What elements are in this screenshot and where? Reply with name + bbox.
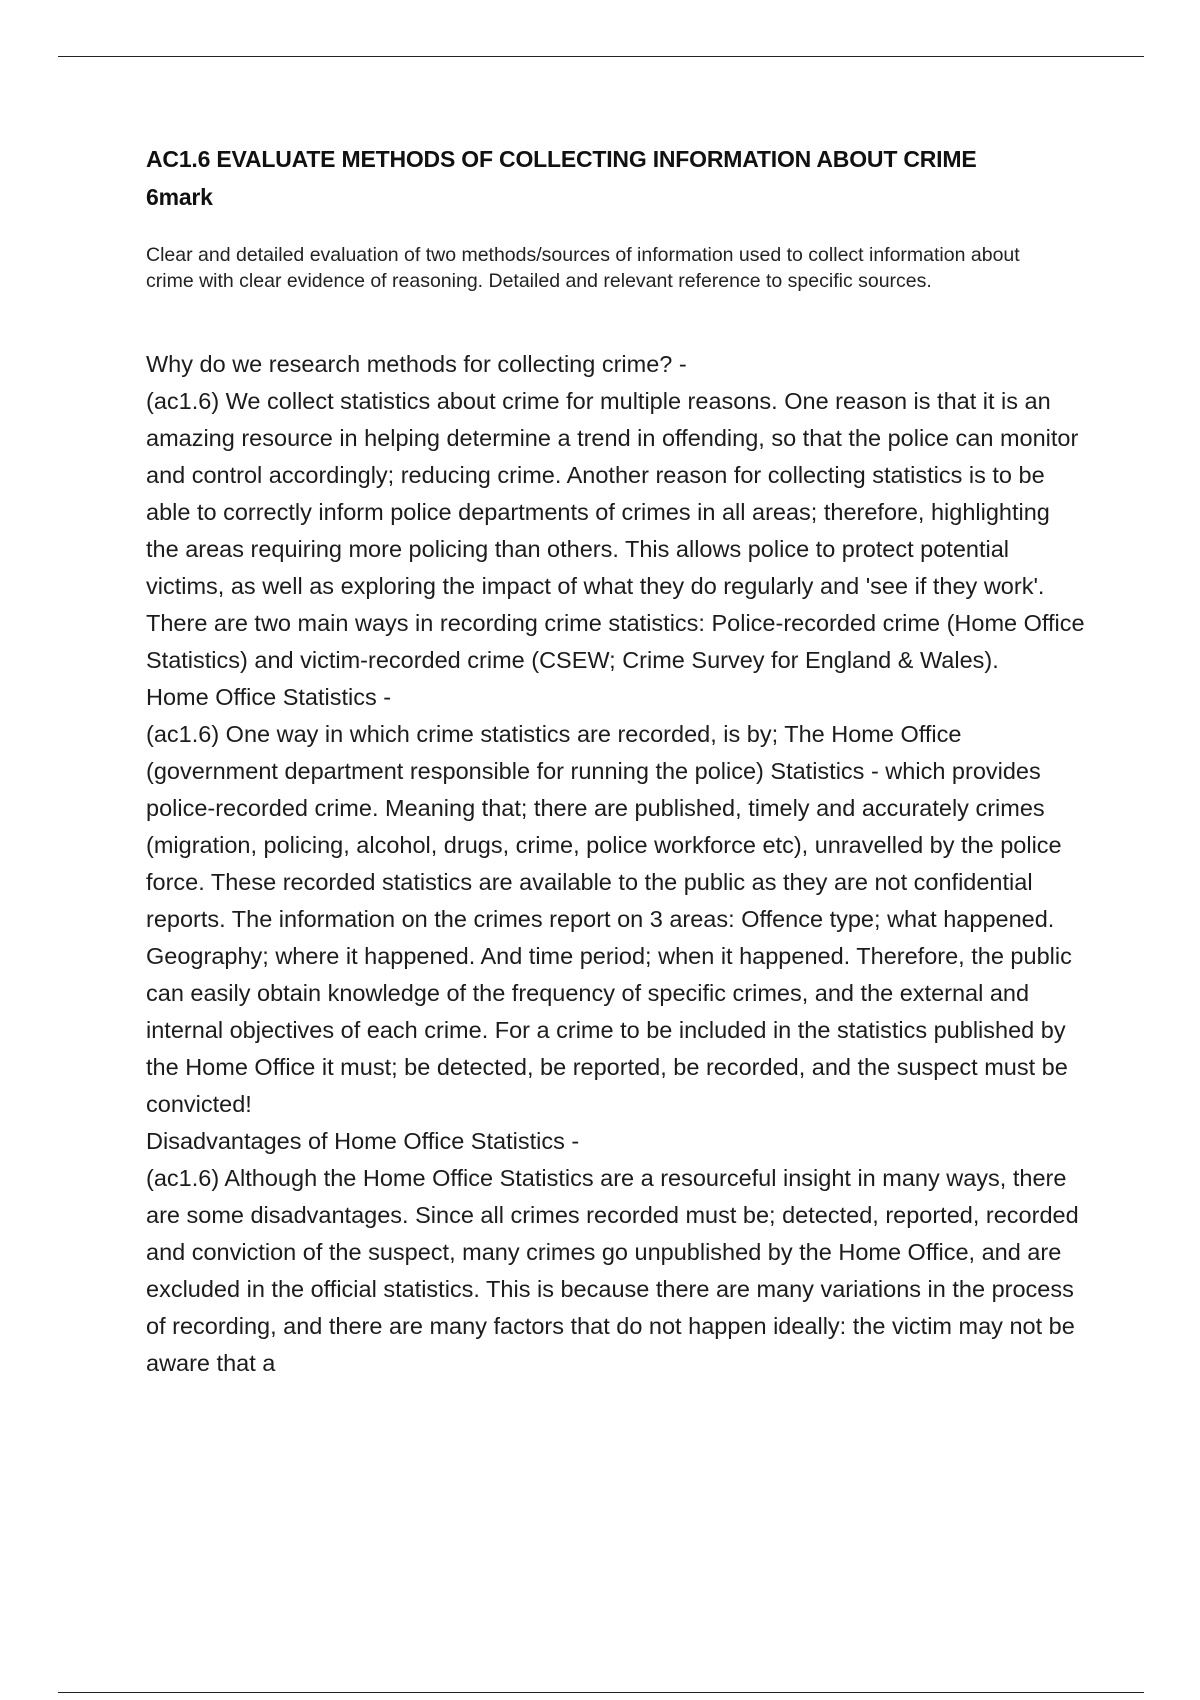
title-line-2: 6mark: [146, 184, 213, 210]
top-rule: [58, 56, 1144, 57]
document-title: [146, 140, 1086, 216]
section-paragraph-home-office: (ac1.6) One way in which crime statistics are recorded, is by; The Home Office (government department responsible for running the police) Statistics - which provides police-recorded crime. Meaning that; there are published, timely and accurately crimes (migration, policing, alcohol, drugs, crime, police workforce etc), unravelled by the police force. These recorded statistics are available to the public as they are not confidential reports. The information on the crimes report on 3 areas: Offence type; what happened. Geography; where it happened. And time period; when it happened. Therefore, the public can easily obtain knowledge of the frequency of specific crimes, and the external and internal objectives of each crime. For a crime to be included in the statistics published by the Home Office it must; be detected, be reported, be recorded, and the suspect must be convicted!: [146, 721, 1072, 1117]
bottom-rule: [58, 1692, 1144, 1693]
section-paragraph-disadvantages: (ac1.6) Although the Home Office Statistics are a resourceful insight in many ways, there are some disadvantages. Since all crimes recorded must be; detected, reported, recorded and conviction of the suspect, many crimes go unpublished by the Home Office, and are excluded in the official statistics. This is because there are many variations in the process of recording, and there are many factors that do not happen ideally: the victim may not be aware that a: [146, 1165, 1079, 1376]
section-heading-why-research: Why do we research methods for collecting crime? -: [146, 351, 687, 377]
section-paragraph-why-research: (ac1.6) We collect statistics about crime for multiple reasons. One reason is that it is an amazing resource in helping determine a trend in offending, so that the police can monitor and control accordingly; reducing crime. Another reason for collecting statistics is to be able to correctly inform police departments of crimes in all areas; therefore, highlighting the areas requiring more policing than others. This allows police to protect potential victims, as well as exploring the impact of what they do regularly and 'see if they work'. There are two main ways in recording crime statistics: Police-recorded crime (Home Office Statistics) and victim-recorded crime (CSEW; Crime Survey for England & Wales).: [146, 388, 1085, 673]
section-heading-disadvantages: Disadvantages of Home Office Statistics -: [146, 1128, 580, 1154]
section-heading-home-office: Home Office Statistics -: [146, 684, 392, 710]
document-content: [146, 140, 1086, 1382]
assessment-criteria: Clear and detailed evaluation of two methods/sources of information used to collect information about crime with clear evidence of reasoning. Detailed and relevant reference to specific sources.: [146, 244, 1020, 292]
essay-body: [146, 346, 1086, 1382]
title-line-1: AC1.6 EVALUATE METHODS OF COLLECTING INFORMATION ABOUT CRIME: [146, 146, 977, 172]
